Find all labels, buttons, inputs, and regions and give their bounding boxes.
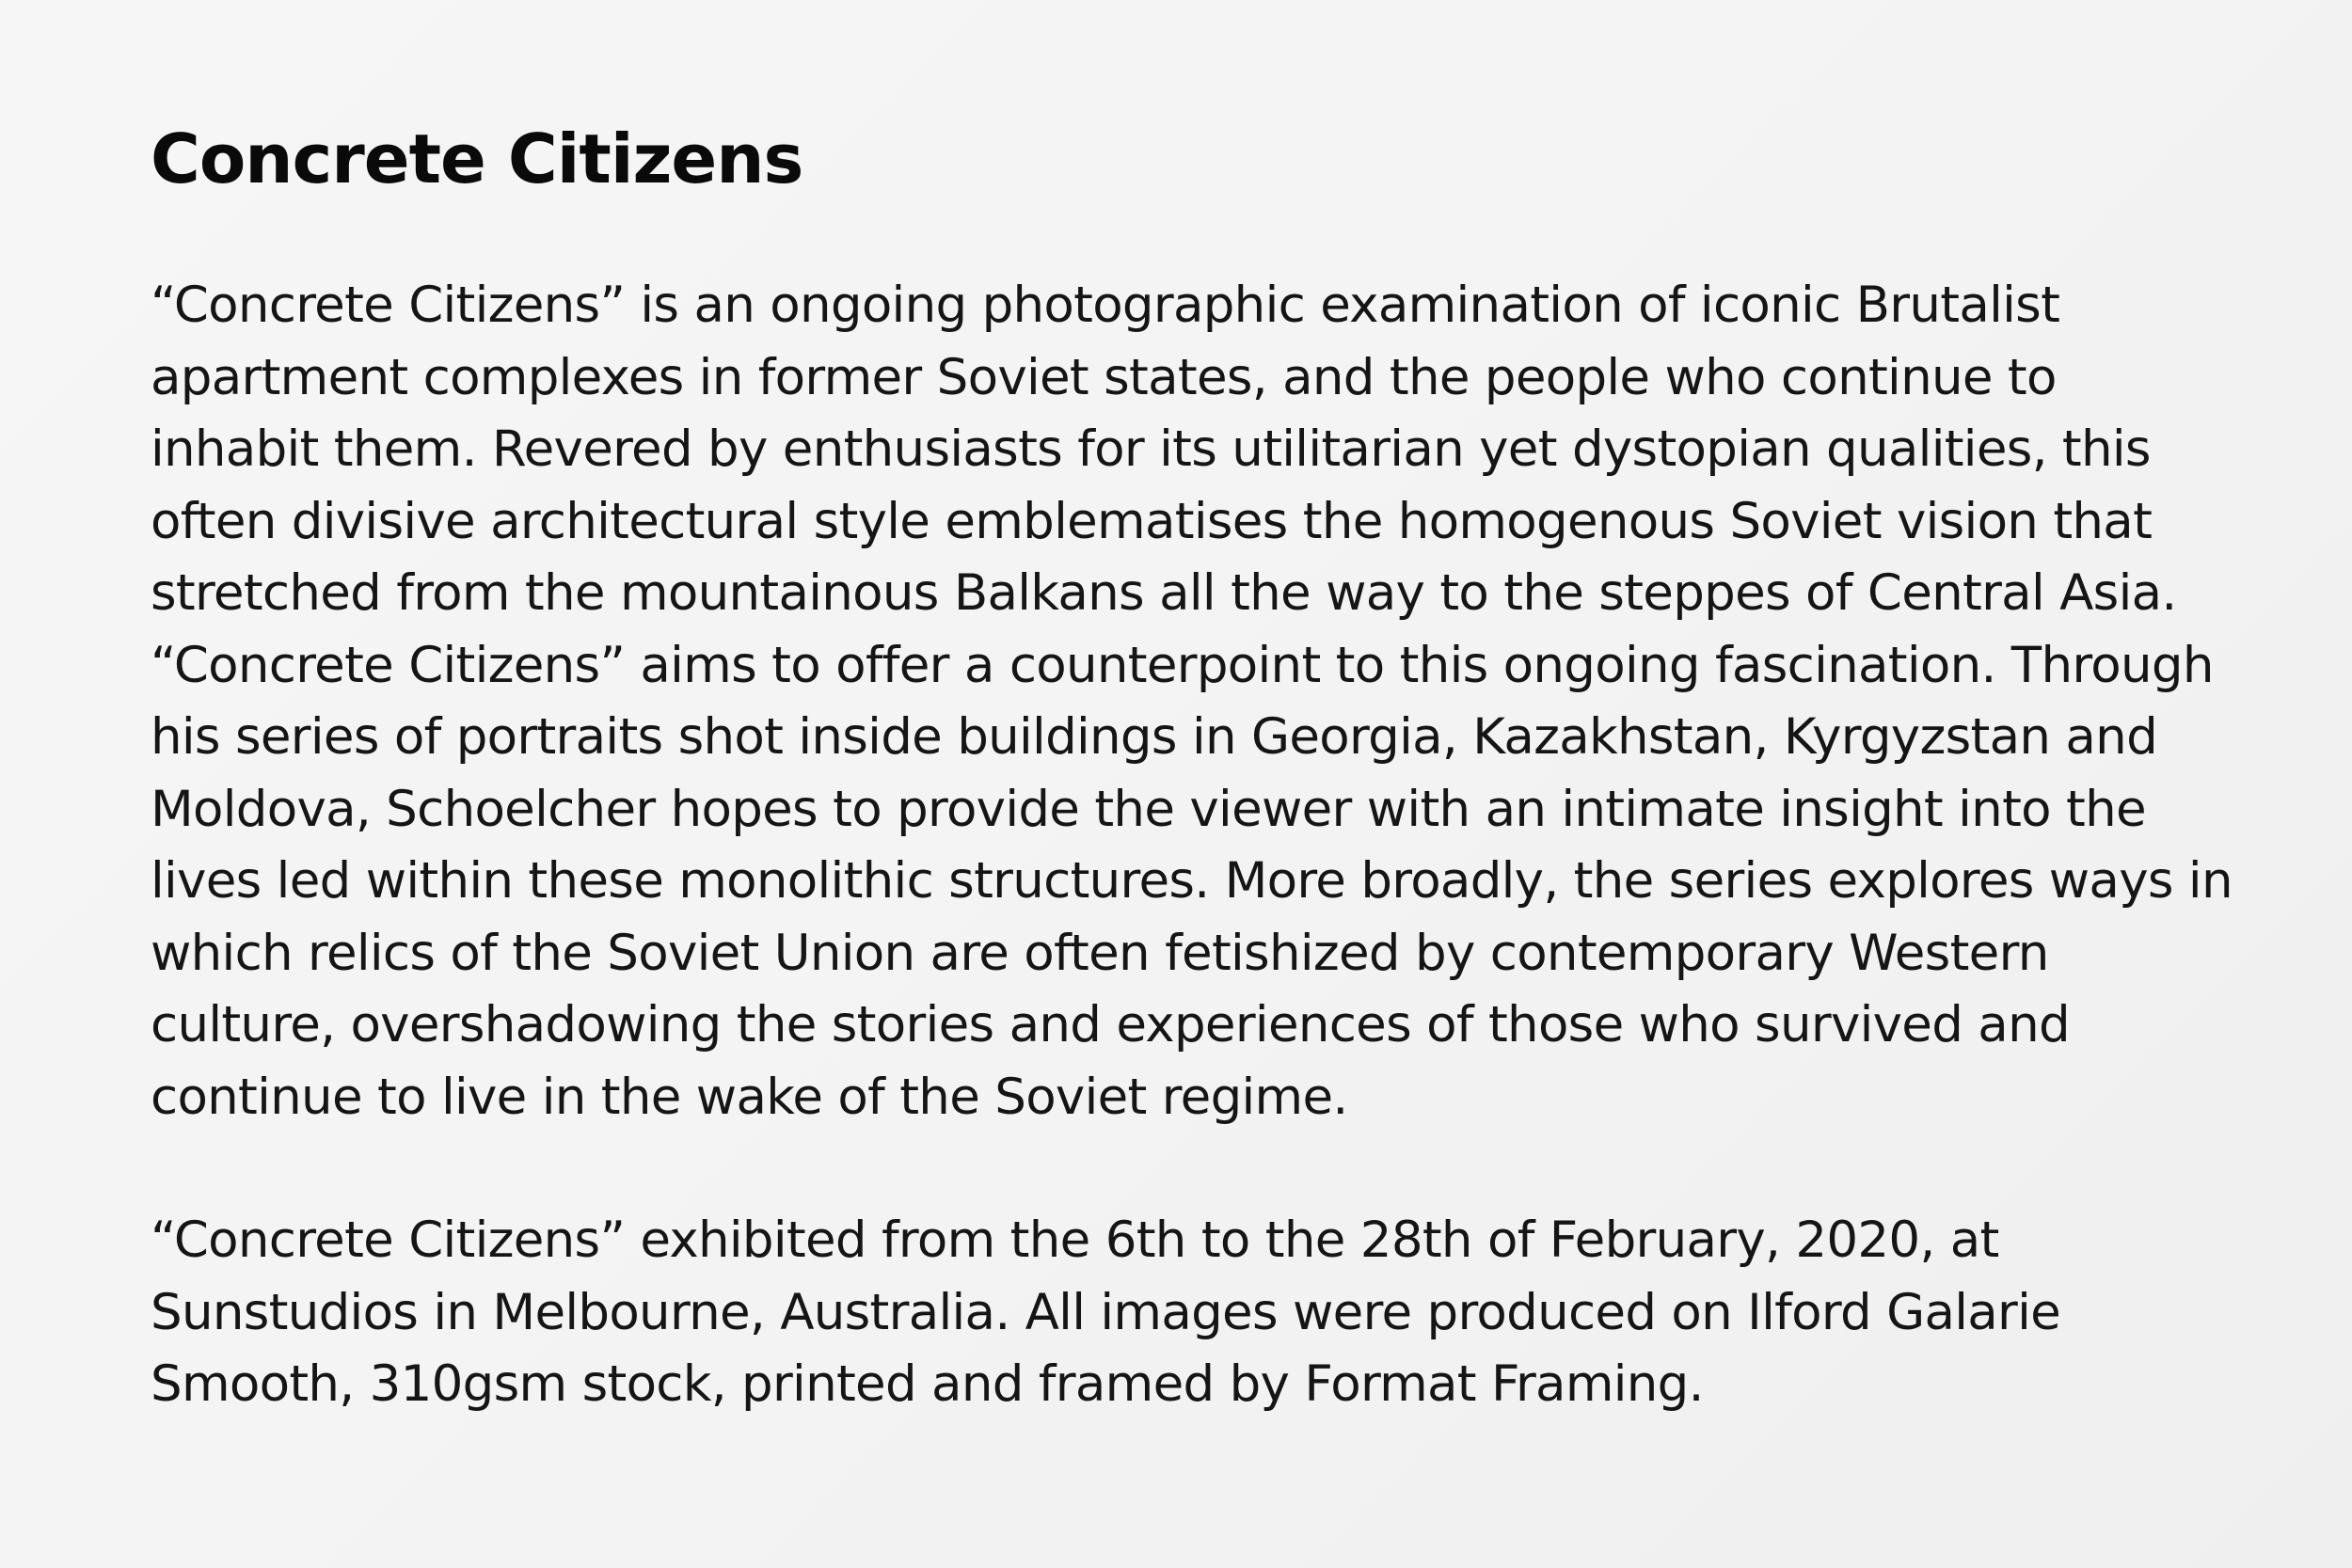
text-line: Sunstudios in Melbourne, Australia. All images were produced on Ilford Galarie xyxy=(151,1283,2061,1341)
text-line: often divisive architectural style emblematises the homogenous Soviet vision that xyxy=(151,492,2153,550)
text-line: continue to live in the wake of the Soviet regime. xyxy=(151,1068,1348,1126)
project-description-paragraph xyxy=(151,270,2249,1133)
document-title: Concrete Citizens xyxy=(151,119,803,198)
text-line: apartment complexes in former Soviet states, and the people who continue to xyxy=(151,348,2057,406)
text-line: his series of portraits shot inside buildings in Georgia, Kazakhstan, Kyrgyzstan and xyxy=(151,708,2158,767)
document-body xyxy=(151,270,2249,1421)
text-line: Smooth, 310gsm stock, printed and framed by Format Framing. xyxy=(151,1355,1704,1414)
exhibition-details-paragraph xyxy=(151,1205,2249,1421)
text-line: stretched from the mountainous Balkans all the way to the steppes of Central Asia. xyxy=(151,564,2177,623)
text-line: “Concrete Citizens” aims to offer a counterpoint to this ongoing fascination. Through xyxy=(151,636,2214,694)
text-line: which relics of the Soviet Union are often fetishized by contemporary Western xyxy=(151,924,2049,982)
text-line: Moldova, Schoelcher hopes to provide the viewer with an intimate insight into the xyxy=(151,780,2146,838)
text-line: “Concrete Citizens” is an ongoing photographic examination of iconic Brutalist xyxy=(151,277,2060,335)
text-line: lives led within these monolithic structures. More broadly, the series explores ways in xyxy=(151,852,2233,911)
text-line: culture, overshadowing the stories and experiences of those who survived and xyxy=(151,996,2070,1054)
text-line: inhabit them. Revered by enthusiasts for its utilitarian yet dystopian qualities, this xyxy=(151,420,2151,479)
text-line: “Concrete Citizens” exhibited from the 6th to the 28th of February, 2020, at xyxy=(151,1212,1999,1270)
